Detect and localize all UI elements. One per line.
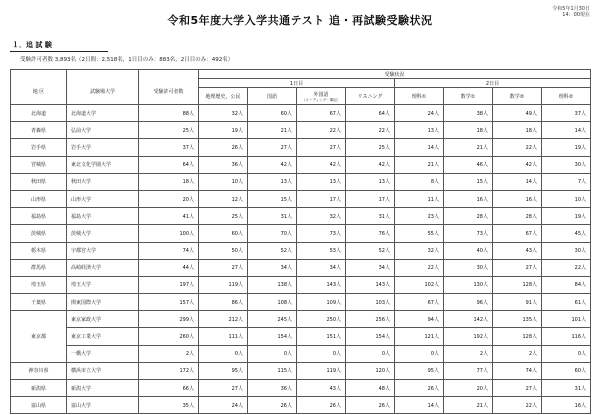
cell-count: 116人: [542, 328, 591, 345]
cell-count: 60人: [542, 362, 591, 379]
table-row: [11, 345, 591, 362]
cell-region: 埼玉県: [11, 276, 67, 293]
cell-count: 108人: [248, 294, 297, 311]
cell-count: 34人: [248, 259, 297, 276]
cell-count: 43人: [493, 242, 542, 259]
cell-count: 19人: [542, 139, 591, 156]
cell-count: 8人: [395, 173, 444, 190]
cell-permitted: 88人: [139, 105, 199, 122]
cell-university: 東京家政大学: [67, 311, 139, 328]
cell-count: 142人: [444, 311, 493, 328]
cell-region: 福島県: [11, 208, 67, 225]
cell-university: 高崎経済大学: [67, 259, 139, 276]
cell-count: 22人: [297, 122, 346, 139]
exam-status-table: [10, 69, 591, 414]
cell-count: 84人: [542, 276, 591, 293]
section-heading-label: １．追 試 験: [12, 41, 52, 49]
cell-count: 19人: [199, 122, 248, 139]
cell-count: 256人: [346, 311, 395, 328]
cell-count: 22人: [346, 122, 395, 139]
cell-count: 102人: [395, 276, 444, 293]
table-row: [11, 328, 591, 345]
cell-count: 14人: [542, 122, 591, 139]
cell-count: 20人: [444, 380, 493, 397]
cell-count: 15人: [444, 173, 493, 190]
cell-permitted: 37人: [139, 139, 199, 156]
cell-count: 61人: [542, 294, 591, 311]
cell-count: 0人: [248, 345, 297, 362]
cell-count: 27人: [297, 139, 346, 156]
cell-count: 95人: [395, 362, 444, 379]
cell-count: 2人: [444, 345, 493, 362]
cell-count: 38人: [444, 105, 493, 122]
cell-count: 73人: [297, 225, 346, 242]
cell-count: 121人: [395, 328, 444, 345]
header-subject: 理科①: [395, 88, 444, 105]
cell-count: 31人: [346, 208, 395, 225]
cell-count: 46人: [444, 156, 493, 173]
cell-count: 16人: [542, 397, 591, 414]
cell-count: 55人: [395, 225, 444, 242]
cell-count: 101人: [542, 311, 591, 328]
cell-permitted: 64人: [139, 156, 199, 173]
cell-count: 14人: [395, 397, 444, 414]
cell-count: 119人: [297, 362, 346, 379]
cell-region: 群馬県: [11, 259, 67, 276]
header-subject: 地理歴史，公民: [199, 88, 248, 105]
cell-count: 0人: [395, 345, 444, 362]
table-row: [11, 190, 591, 207]
timestamp-date: 令和5年1月30日: [552, 6, 590, 12]
cell-count: 22人: [395, 259, 444, 276]
cell-permitted: 260人: [139, 328, 199, 345]
cell-count: 13人: [395, 122, 444, 139]
cell-count: 36人: [248, 380, 297, 397]
cell-count: 64人: [346, 105, 395, 122]
cell-count: 34人: [346, 259, 395, 276]
cell-university: 一橋大学: [67, 345, 139, 362]
cell-region: 青森県: [11, 122, 67, 139]
cell-permitted: 35人: [139, 397, 199, 414]
header-university: 試験場大学: [67, 79, 139, 105]
cell-count: 16人: [493, 190, 542, 207]
cell-permitted: 100人: [139, 225, 199, 242]
cell-count: 138人: [248, 276, 297, 293]
cell-count: 42人: [493, 156, 542, 173]
cell-count: 24人: [199, 397, 248, 414]
cell-count: 212人: [199, 311, 248, 328]
cell-university: 山形大学: [67, 190, 139, 207]
cell-count: 49人: [493, 105, 542, 122]
cell-count: 32人: [199, 105, 248, 122]
cell-permitted: 157人: [139, 294, 199, 311]
cell-region: 山形県: [11, 190, 67, 207]
cell-count: 73人: [444, 225, 493, 242]
cell-count: 67人: [395, 294, 444, 311]
cell-count: 25人: [346, 139, 395, 156]
cell-count: 60人: [248, 105, 297, 122]
table-row: [11, 156, 591, 173]
cell-count: 21人: [395, 156, 444, 173]
cell-count: 86人: [199, 294, 248, 311]
header-subject: 国語: [248, 88, 297, 105]
table-body: [11, 105, 591, 414]
cell-count: 18人: [444, 122, 493, 139]
cell-count: 40人: [444, 242, 493, 259]
cell-count: 26人: [395, 380, 444, 397]
cell-count: 13人: [346, 173, 395, 190]
cell-count: 7人: [542, 173, 591, 190]
cell-region: 東京都: [11, 311, 67, 363]
cell-university: 茨城大学: [67, 225, 139, 242]
section-heading: [10, 40, 108, 52]
cell-region: 栃木県: [11, 242, 67, 259]
cell-count: 135人: [493, 311, 542, 328]
cell-count: 11人: [395, 190, 444, 207]
cell-count: 28人: [444, 208, 493, 225]
cell-permitted: 44人: [139, 259, 199, 276]
cell-count: 27人: [199, 380, 248, 397]
cell-count: 17人: [297, 190, 346, 207]
cell-count: 21人: [444, 139, 493, 156]
header-subject-note: （リーディング・筆記）: [301, 97, 341, 102]
cell-count: 14人: [493, 173, 542, 190]
cell-count: 111人: [199, 328, 248, 345]
table-row: [11, 225, 591, 242]
cell-count: 19人: [542, 208, 591, 225]
cell-count: 42人: [297, 156, 346, 173]
cell-count: 52人: [248, 242, 297, 259]
cell-count: 17人: [346, 190, 395, 207]
cell-permitted: 197人: [139, 276, 199, 293]
cell-count: 18人: [493, 122, 542, 139]
cell-university: 富山大学: [67, 397, 139, 414]
cell-count: 25人: [199, 208, 248, 225]
cell-count: 22人: [493, 139, 542, 156]
cell-count: 143人: [346, 276, 395, 293]
cell-region: 富山県: [11, 397, 67, 414]
cell-count: 12人: [199, 190, 248, 207]
table-row: [11, 397, 591, 414]
cell-count: 94人: [395, 311, 444, 328]
header-blank: [139, 70, 199, 79]
header-day2: 2日目: [395, 79, 591, 88]
cell-university: 関東国際大学: [67, 294, 139, 311]
cell-count: 70人: [248, 225, 297, 242]
table-row: [11, 276, 591, 293]
cell-university: 埼玉大学: [67, 276, 139, 293]
cell-count: 154人: [248, 328, 297, 345]
header-blank: [67, 70, 139, 79]
cell-count: 32人: [297, 208, 346, 225]
cell-count: 16人: [444, 190, 493, 207]
cell-university: 福島大学: [67, 208, 139, 225]
timestamp-time: 14：00現在: [562, 12, 590, 18]
cell-permitted: 172人: [139, 362, 199, 379]
cell-count: 128人: [493, 328, 542, 345]
cell-count: 119人: [199, 276, 248, 293]
cell-count: 30人: [542, 156, 591, 173]
cell-count: 32人: [395, 242, 444, 259]
table-row: [11, 294, 591, 311]
cell-count: 26人: [199, 139, 248, 156]
cell-count: 95人: [199, 362, 248, 379]
cell-count: 115人: [248, 362, 297, 379]
cell-count: 27人: [248, 139, 297, 156]
cell-count: 27人: [199, 259, 248, 276]
cell-count: 36人: [199, 156, 248, 173]
cell-count: 0人: [346, 345, 395, 362]
cell-count: 13人: [297, 173, 346, 190]
header-subject: 数学②: [493, 88, 542, 105]
table-row: [11, 122, 591, 139]
cell-count: 0人: [199, 345, 248, 362]
cell-count: 14人: [395, 139, 444, 156]
cell-count: 30人: [542, 242, 591, 259]
cell-count: 103人: [346, 294, 395, 311]
header-blank: [11, 70, 67, 79]
page-title: 令和5年度大学入学共通テスト 追・再試験受験状況: [167, 14, 433, 27]
header-status: 受験状況: [199, 70, 591, 79]
cell-count: 23人: [395, 208, 444, 225]
cell-permitted: 66人: [139, 380, 199, 397]
cell-permitted: 25人: [139, 122, 199, 139]
cell-count: 0人: [297, 345, 346, 362]
table-row: [11, 311, 591, 328]
cell-count: 10人: [199, 173, 248, 190]
cell-count: 53人: [297, 242, 346, 259]
header-subject: 数学①: [444, 88, 493, 105]
cell-count: 26人: [297, 397, 346, 414]
cell-count: 128人: [493, 276, 542, 293]
cell-permitted: 20人: [139, 190, 199, 207]
cell-count: 96人: [444, 294, 493, 311]
cell-region: 秋田県: [11, 173, 67, 190]
cell-region: 岩手県: [11, 139, 67, 156]
cell-count: 26人: [248, 397, 297, 414]
cell-count: 2人: [493, 345, 542, 362]
cell-university: 弘前大学: [67, 122, 139, 139]
cell-region: 新潟県: [11, 380, 67, 397]
cell-count: 76人: [346, 225, 395, 242]
cell-count: 52人: [346, 242, 395, 259]
cell-count: 48人: [346, 380, 395, 397]
table-row: [11, 173, 591, 190]
header-region: 地 区: [11, 79, 67, 105]
header-subject-label: 外国語: [313, 91, 329, 98]
cell-count: 31人: [248, 208, 297, 225]
cell-region: 北海道: [11, 105, 67, 122]
cell-count: 0人: [542, 345, 591, 362]
cell-count: 77人: [444, 362, 493, 379]
cell-university: 北海道大学: [67, 105, 139, 122]
cell-count: 245人: [248, 311, 297, 328]
cell-count: 22人: [493, 397, 542, 414]
cell-count: 143人: [297, 276, 346, 293]
cell-count: 60人: [199, 225, 248, 242]
table-row: [11, 259, 591, 276]
header-subject: 理科②: [542, 88, 591, 105]
cell-region: 神奈川県: [11, 362, 67, 379]
cell-count: 26人: [346, 397, 395, 414]
table-row: [11, 208, 591, 225]
cell-count: 27人: [493, 380, 542, 397]
cell-region: 宮城県: [11, 156, 67, 173]
cell-count: 21人: [248, 122, 297, 139]
cell-count: 67人: [297, 105, 346, 122]
cell-count: 24人: [395, 105, 444, 122]
cell-count: 30人: [444, 259, 493, 276]
cell-permitted: 2人: [139, 345, 199, 362]
cell-count: 15人: [248, 190, 297, 207]
cell-university: 東北文化学園大学: [67, 156, 139, 173]
cell-count: 22人: [542, 259, 591, 276]
cell-count: 130人: [444, 276, 493, 293]
cell-count: 151人: [297, 328, 346, 345]
cell-count: 27人: [493, 259, 542, 276]
cell-count: 10人: [542, 190, 591, 207]
cell-count: 13人: [248, 173, 297, 190]
cell-permitted: 74人: [139, 242, 199, 259]
cell-university: 秋田大学: [67, 173, 139, 190]
header-subject: リスニング: [346, 88, 395, 105]
cell-permitted: 18人: [139, 173, 199, 190]
cell-university: 東京工業大学: [67, 328, 139, 345]
cell-count: 21人: [444, 397, 493, 414]
cell-count: 91人: [493, 294, 542, 311]
cell-count: 50人: [199, 242, 248, 259]
header-permitted: 受験許可者数: [139, 79, 199, 105]
cell-count: 28人: [493, 208, 542, 225]
cell-count: 45人: [542, 225, 591, 242]
table-row: [11, 362, 591, 379]
cell-count: 250人: [297, 311, 346, 328]
cell-count: 37人: [542, 105, 591, 122]
header-day1: 1日目: [199, 79, 395, 88]
cell-count: 120人: [346, 362, 395, 379]
cell-count: 42人: [248, 156, 297, 173]
cell-permitted: 41人: [139, 208, 199, 225]
cell-university: 新潟大学: [67, 380, 139, 397]
cell-count: 109人: [297, 294, 346, 311]
cell-count: 67人: [493, 225, 542, 242]
summary-line: 受験許可者数 3,893名（2日間：2,518名，1日目のみ：883名，2日目のみ：492名）: [20, 57, 234, 63]
table-row: [11, 139, 591, 156]
table-row: [11, 380, 591, 397]
cell-region: 茨城県: [11, 225, 67, 242]
cell-university: 宇都宮大学: [67, 242, 139, 259]
table-row: [11, 105, 591, 122]
cell-count: 42人: [346, 156, 395, 173]
cell-count: 74人: [493, 362, 542, 379]
cell-count: 34人: [297, 259, 346, 276]
cell-count: 154人: [346, 328, 395, 345]
cell-permitted: 299人: [139, 311, 199, 328]
cell-count: 31人: [542, 380, 591, 397]
cell-university: 岩手大学: [67, 139, 139, 156]
table-row: [11, 242, 591, 259]
cell-count: 43人: [297, 380, 346, 397]
header-subject: [297, 88, 346, 105]
cell-count: 192人: [444, 328, 493, 345]
cell-region: 千葉県: [11, 294, 67, 311]
cell-university: 横浜市立大学: [67, 362, 139, 379]
